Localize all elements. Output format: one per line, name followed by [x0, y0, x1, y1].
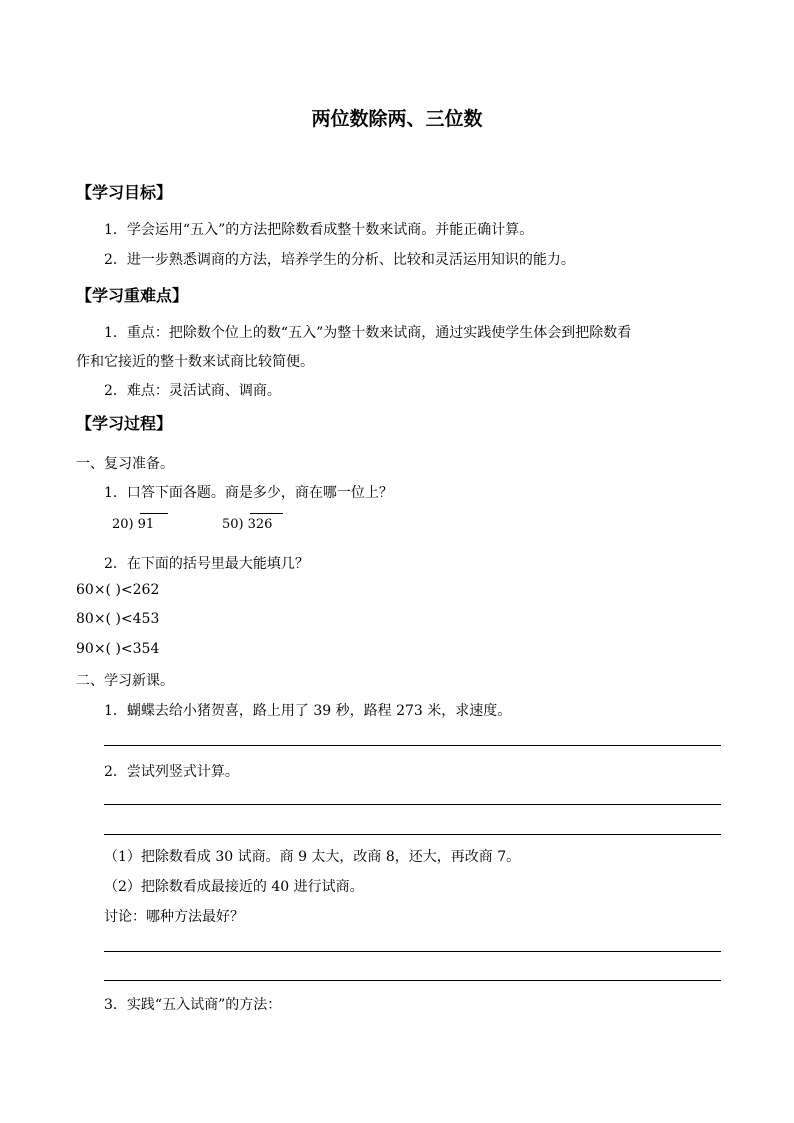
goals-heading: 【学习目标】 [76, 183, 173, 202]
answer-line-2[interactable] [104, 804, 721, 805]
part2-title: 二、学习新课。 [76, 673, 174, 689]
answer-line-1[interactable] [104, 745, 721, 746]
inequality-1: 60×( )<262 [76, 582, 160, 598]
answer-line-4[interactable] [104, 951, 721, 952]
discussion-prompt: 讨论：哪种方法最好？ [104, 909, 244, 925]
inequality-3: 90×( )<354 [76, 641, 160, 657]
keypoint-item-2: 2．难点：灵活试商、调商。 [104, 383, 281, 399]
division-1-divisor: 20) [112, 517, 134, 532]
process-heading: 【学习过程】 [76, 414, 173, 433]
division-problem-2 [222, 517, 277, 532]
review-question-1: 1．口答下面各题。商是多少，商在哪一位上？ [104, 485, 393, 501]
inequality-2: 80×( )<453 [76, 611, 160, 627]
method-2: （2）把除数看成最接近的 40 进行试商。 [104, 879, 364, 895]
answer-line-5[interactable] [104, 980, 721, 981]
goal-item-2: 2．进一步熟悉调商的方法，培养学生的分析、比较和灵活运用知识的能力。 [104, 252, 575, 268]
division-2-divisor: 50) [222, 517, 244, 532]
keypoint-item-1-line-2: 作和它接近的整十数来试商比较简便。 [76, 354, 314, 370]
page-title: 两位数除两、三位数 [311, 108, 483, 130]
division-1-dividend: 91 [138, 517, 163, 532]
part1-title: 一、复习准备。 [76, 456, 174, 472]
new-question-3: 3．实践“五入试商”的方法： [104, 997, 282, 1013]
new-question-1: 1．蝴蝶去给小猪贺喜，路上用了 39 秒，路程 273 米，求速度。 [104, 703, 512, 719]
answer-line-3[interactable] [104, 834, 721, 835]
new-question-2: 2．尝试列竖式计算。 [104, 764, 239, 780]
division-problem-1 [112, 517, 162, 532]
review-question-2: 2．在下面的括号里最大能填几？ [104, 556, 309, 572]
goal-item-1: 1．学会运用“五入”的方法把除数看成整十数来试商。并能正确计算。 [104, 222, 534, 238]
keypoint-item-1-line-1: 1．重点：把除数个位上的数“五入”为整十数来试商，通过实践使学生体会到把除数看 [104, 325, 632, 341]
keypoints-heading: 【学习重难点】 [76, 286, 189, 305]
method-1: （1）把除数看成 30 试商。商 9 太大，改商 8，还大，再改商 7。 [104, 849, 521, 865]
division-2-dividend: 326 [248, 517, 277, 532]
